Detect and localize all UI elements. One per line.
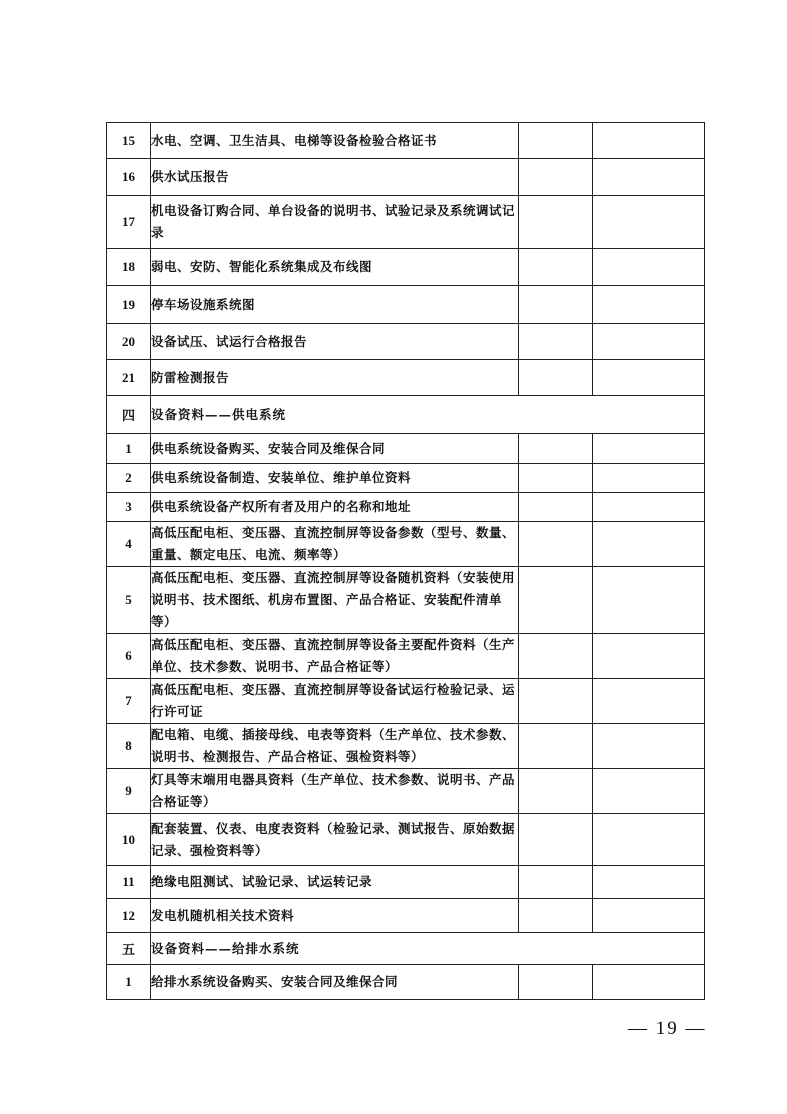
row-empty-cell: [593, 286, 705, 324]
section-header-row: [107, 933, 705, 965]
document-table: [106, 122, 705, 1000]
row-empty-cell: [519, 522, 593, 567]
row-number: 20: [107, 324, 151, 360]
row-empty-cell: [519, 324, 593, 360]
row-number: 7: [107, 679, 151, 724]
row-empty-cell: [519, 464, 593, 493]
row-empty-cell: [519, 634, 593, 679]
row-empty-cell: [593, 360, 705, 396]
row-item-text: 灯具等末端用电器具资料（生产单位、技术参数、说明书、产品合格证等）: [151, 769, 519, 814]
row-item-text: 设备试压、试运行合格报告: [151, 324, 519, 360]
row-empty-cell: [519, 899, 593, 933]
table-row: [107, 634, 705, 679]
row-item-text: 弱电、安防、智能化系统集成及布线图: [151, 249, 519, 286]
table-row: [107, 286, 705, 324]
row-item-text: 高低压配电柜、变压器、直流控制屏等设备随机资料（安装使用说明书、技术图纸、机房布置图、产品合格证、安装配件清单等）: [151, 567, 519, 634]
row-empty-cell: [519, 724, 593, 769]
row-item-text: 配电箱、电缆、插接母线、电表等资料（生产单位、技术参数、说明书、检测报告、产品合格证、强检资料等）: [151, 724, 519, 769]
table-row: [107, 123, 705, 159]
row-empty-cell: [593, 522, 705, 567]
row-empty-cell: [593, 679, 705, 724]
row-empty-cell: [519, 965, 593, 1000]
row-item-text: 高低压配电柜、变压器、直流控制屏等设备主要配件资料（生产单位、技术参数、说明书、产品合格证等）: [151, 634, 519, 679]
table-row: [107, 567, 705, 634]
row-item-text: 发电机随机相关技术资料: [151, 899, 519, 933]
row-empty-cell: [593, 724, 705, 769]
table-row: [107, 249, 705, 286]
table-row: [107, 324, 705, 360]
row-item-text: 供水试压报告: [151, 159, 519, 196]
row-empty-cell: [593, 324, 705, 360]
row-item-text: 供电系统设备制造、安装单位、维护单位资料: [151, 464, 519, 493]
row-empty-cell: [593, 769, 705, 814]
row-empty-cell: [593, 123, 705, 159]
row-empty-cell: [519, 286, 593, 324]
row-empty-cell: [593, 159, 705, 196]
row-item-text: 配套装置、仪表、电度表资料（检验记录、测试报告、原始数据记录、强检资料等）: [151, 814, 519, 866]
row-item-text: 供电系统设备产权所有者及用户的名称和地址: [151, 493, 519, 522]
table-row: [107, 522, 705, 567]
row-empty-cell: [519, 493, 593, 522]
table-row: [107, 769, 705, 814]
table-row: [107, 434, 705, 464]
row-item-text: 水电、空调、卫生洁具、电梯等设备检验合格证书: [151, 123, 519, 159]
table-row: [107, 899, 705, 933]
row-number: 16: [107, 159, 151, 196]
section-number: 四: [107, 396, 151, 434]
table-row: [107, 159, 705, 196]
row-number: 1: [107, 434, 151, 464]
row-empty-cell: [519, 159, 593, 196]
table-row: [107, 724, 705, 769]
row-number: 18: [107, 249, 151, 286]
row-empty-cell: [519, 567, 593, 634]
table-row: [107, 866, 705, 899]
section-header-row: [107, 396, 705, 434]
row-empty-cell: [593, 196, 705, 249]
row-item-text: 高低压配电柜、变压器、直流控制屏等设备参数（型号、数量、重量、额定电压、电流、频率等）: [151, 522, 519, 567]
row-empty-cell: [593, 464, 705, 493]
row-item-text: 停车场设施系统图: [151, 286, 519, 324]
row-empty-cell: [593, 493, 705, 522]
row-empty-cell: [519, 814, 593, 866]
row-empty-cell: [593, 899, 705, 933]
row-item-text: 供电系统设备购买、安装合同及维保合同: [151, 434, 519, 464]
row-empty-cell: [593, 434, 705, 464]
section-title: 设备资料——给排水系统: [151, 933, 705, 965]
row-number: 9: [107, 769, 151, 814]
table-row: [107, 965, 705, 1000]
row-number: 2: [107, 464, 151, 493]
table-row: [107, 493, 705, 522]
section-number: 五: [107, 933, 151, 965]
row-empty-cell: [593, 814, 705, 866]
section-title: 设备资料——供电系统: [151, 396, 705, 434]
row-item-text: 绝缘电阻测试、试验记录、试运转记录: [151, 866, 519, 899]
row-item-text: 机电设备订购合同、单台设备的说明书、试验记录及系统调试记录: [151, 196, 519, 249]
row-empty-cell: [519, 360, 593, 396]
row-number: 3: [107, 493, 151, 522]
row-number: 11: [107, 866, 151, 899]
row-empty-cell: [593, 634, 705, 679]
row-empty-cell: [593, 965, 705, 1000]
row-empty-cell: [519, 769, 593, 814]
row-number: 17: [107, 196, 151, 249]
table-row: [107, 814, 705, 866]
row-number: 8: [107, 724, 151, 769]
table-row: [107, 360, 705, 396]
row-empty-cell: [519, 249, 593, 286]
row-empty-cell: [519, 866, 593, 899]
row-empty-cell: [519, 679, 593, 724]
row-number: 12: [107, 899, 151, 933]
row-number: 19: [107, 286, 151, 324]
table-row: [107, 464, 705, 493]
row-number: 15: [107, 123, 151, 159]
row-item-text: 高低压配电柜、变压器、直流控制屏等设备试运行检验记录、运行许可证: [151, 679, 519, 724]
row-number: 1: [107, 965, 151, 1000]
row-number: 5: [107, 567, 151, 634]
row-item-text: 防雷检测报告: [151, 360, 519, 396]
table-row: [107, 679, 705, 724]
row-item-text: 给排水系统设备购买、安装合同及维保合同: [151, 965, 519, 1000]
table-row: [107, 196, 705, 249]
row-empty-cell: [593, 567, 705, 634]
row-empty-cell: [519, 123, 593, 159]
row-number: 10: [107, 814, 151, 866]
page-number: — 19 —: [628, 1018, 707, 1039]
row-number: 21: [107, 360, 151, 396]
row-empty-cell: [593, 866, 705, 899]
row-empty-cell: [519, 434, 593, 464]
row-number: 4: [107, 522, 151, 567]
row-empty-cell: [519, 196, 593, 249]
row-number: 6: [107, 634, 151, 679]
row-empty-cell: [593, 249, 705, 286]
